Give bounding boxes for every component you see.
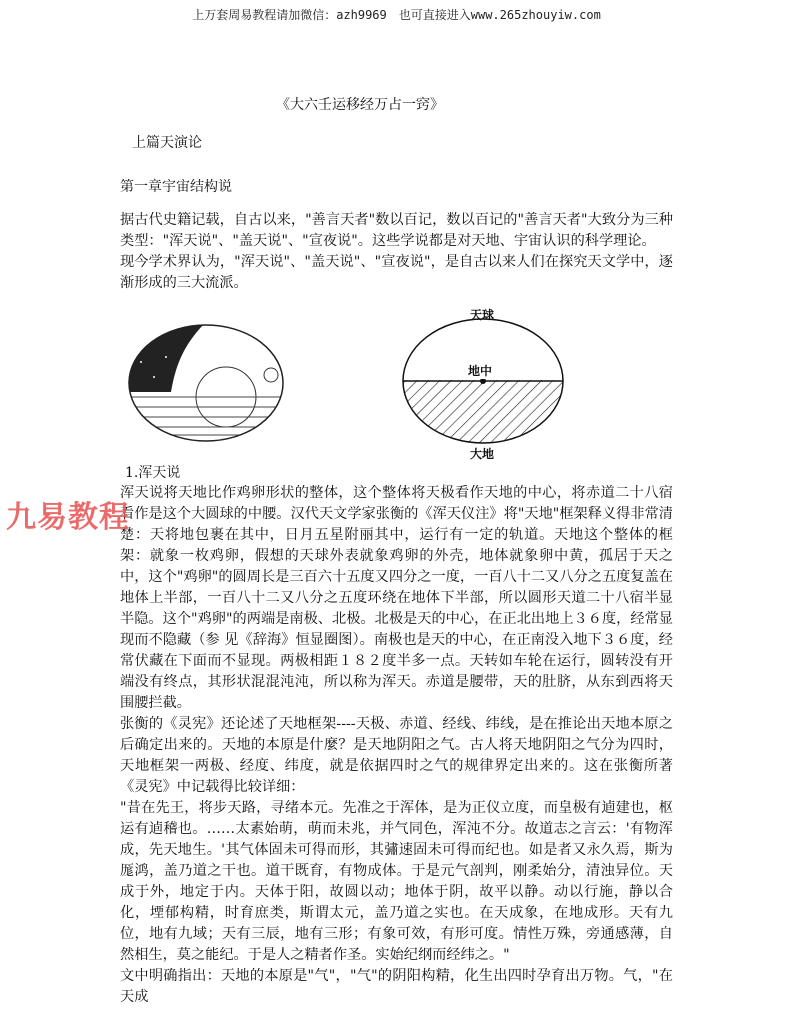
part-heading: 上篇天演论: [132, 135, 202, 151]
section-title: 1.浑天说: [125, 465, 181, 481]
paragraph: "昔在先王，将步天路，寻绪本元。先准之于浑体，是为正仪立度，而皇极有逌建也，枢运有逌稽也。……太素始萌，萌而未兆，并气同色，浑沌不分。故道志之言云：'有物浑成，先天地生。'其气体固未可得而形，其彇速固未可得而纪也。如是者又永久焉，斯为厖鸿，盖乃道之干也。道干既育，有物成体。于是元气剖判，刚柔始分，清浊异位。天成于外，地定于内。天体于阳，故圆以动；地体于阴，故平以静。动以行施，静以合化，堙郁构精，时育庶类，斯谓太元，盖乃道之实也。在天成象，在地成形。天有九位，地有九域；天有三辰，地有三形；有象可效，有形可度。情性万殊，旁通感薄，自然相生，莫之能纪。于是人之精者作圣。实始纪纲而经纬之。": [120, 800, 673, 963]
intro-text: [120, 210, 673, 294]
label-earth: 大地: [470, 447, 495, 461]
egg-cosmos-illustration: [126, 322, 286, 444]
paragraph: 浑天说将天地比作鸡卵形状的整体，这个整体将天极看作天地的中心，将赤道二十八宿看作是这个大圆球的中腰。汉代天文学家张衡的《浑天仪注》将"天地"框架释义得非常清楚：天将地包裹在其中，日月五星附丽其中，运行有一定的轨道。天地这个整体的框架：就象一枚鸡卵，假想的天球外表就象鸡卵的外壳，地体就象卵中黄，孤居于天之中，这个"鸡卵"的圆周长是三百六十五度又四分之一度，一百八十二又八分之五度复盖在地体上半部，一百八十二又八分之五度环绕在地体下半部，所以圆形天道二十八宿半显半隐。这个"鸡卵"的两端是南极、北极。北极是天的中心，在正北出地上３６度，经常显现而不隐藏（参 见《辞海》恒显圈图）。南极也是天的中心，在正南没入地下３６度，经常伏藏在下面而不显现。两极相距１８２度半多一点。天转如车轮在运行，圆转没有开端没有终点，其形状混混沌沌，所以称为浑天。赤道是腰带，天的肚脐，从东到西将天围腰拦截。: [120, 485, 673, 711]
chapter-heading: 第一章宇宙结构说: [120, 179, 232, 195]
paragraph: 据古代史籍记载，自古以来，"善言天者"数以百记，数以百记的"善言天者"大致分为三种类型："浑天说"、"盖天说"、"宣夜说"。这些学说都是对天地、宇宙认识的科学理论。: [120, 212, 673, 249]
paragraph: 现今学术界认为，"浑天说"、"盖天说"、"宣夜说"，是自古以来人们在探究天文学中，逐渐形成的三大流派。: [120, 254, 673, 291]
document-title: 《大六壬运移经万占一窍》: [276, 97, 444, 113]
watermark-logo: 九易教程: [6, 500, 130, 535]
paragraph: 张衡的《灵宪》还论述了天地框架----天极、赤道、经线、纬线，是在推论出天地本原之后确定出来的。天地的本原是什麼？是天地阴阳之气。古人将天地阴阳之气分为四时，天地框架一两极、经度、纬度，就是依据四时之气的规律界定出来的。这在张衡所著《灵宪》中记载得比较详细：: [120, 716, 673, 795]
paragraph: 文中明确指出：天地的本原是"气"，"气"的阴阳构精，化生出四时孕育出万物。气，"在天成: [120, 968, 673, 1005]
label-celestial-sphere: 天球: [470, 308, 495, 322]
armillary-diagram: [400, 318, 566, 448]
header-notice: 上万套周易教程请加微信：azh9969 也可直接进入www.265zhouyiw.com: [192, 8, 601, 22]
body-text: [120, 483, 673, 1008]
label-earth-center: 地中: [468, 364, 493, 378]
